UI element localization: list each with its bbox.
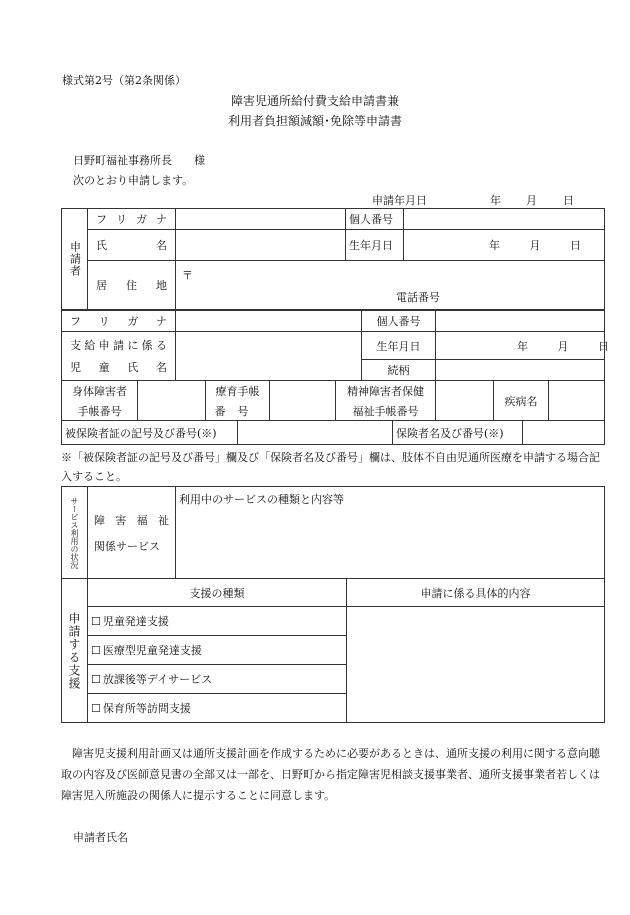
applicant-birth-field[interactable]: 年 月 日 (404, 230, 605, 261)
support-detail-field[interactable] (347, 607, 605, 723)
service-content-caption: 利用中のサービスの種類と内容等 (179, 493, 344, 506)
applicant-address-field[interactable] (176, 261, 605, 310)
spread-text: 氏 名 (96, 239, 167, 252)
handbook-table (61, 380, 605, 421)
service-content-field[interactable] (176, 487, 605, 579)
insurance-note: ※「被保険者証の記号及び番号」欄及び「保険者名及び番号」欄は、肢体不自由児通所医療を申請する場合記入すること。 (61, 451, 600, 483)
ryoiku-handbook-label: 療育手帳 番号 (206, 381, 270, 421)
service-status-section-label: サービス利用の状況 (62, 487, 88, 579)
checkbox-icon[interactable]: ☐ (91, 644, 101, 657)
intro-text: 次のとおり申請します。 (73, 174, 194, 187)
disease-field[interactable] (549, 381, 605, 421)
form-title-line2: 利用者負担額減額･免除等申請書 (227, 114, 402, 128)
applicant-furigana-label (88, 209, 176, 230)
consent-statement: 障害児支援利用計画又は通所支援計画を作成するために必要があるときは、通所支援の利用に関する意向聴取の内容及び医師意見書の全部又は一部を、日野町から指定障害児相談支援事業者、通所支援事業者若しくは障害児入所施設の関係人に提示することに同意します。 (61, 747, 600, 802)
applicant-furigana-field[interactable] (176, 209, 346, 230)
child-name-label (62, 332, 176, 381)
child-furigana-field[interactable] (176, 311, 362, 332)
spread-text: 障 害 福 祉 (94, 513, 169, 527)
support-table (61, 578, 605, 723)
ryoiku-handbook-field[interactable] (270, 381, 336, 421)
support-type-header: 支援の種類 (88, 579, 347, 607)
form-number: 様式第2号（第2条関係） (62, 74, 186, 87)
application-date-label: 申請年月日 (372, 194, 427, 207)
support-item[interactable]: ☐ 医療型児童発達支援 (88, 636, 347, 665)
insured-field[interactable] (238, 421, 393, 445)
application-date-day: 日 (563, 194, 574, 207)
child-mynumber-field[interactable] (436, 311, 605, 332)
support-item[interactable]: ☐ 児童発達支援 (88, 607, 347, 636)
physical-handbook-label: 身体障害者 手帳番号 (62, 381, 138, 421)
applicant-mynumber-field[interactable] (404, 209, 605, 230)
child-furigana-label (62, 311, 176, 332)
checkbox-icon[interactable]: ☐ (91, 673, 101, 686)
checkbox-icon[interactable]: ☐ (91, 615, 101, 628)
disease-label: 疾病名 (494, 381, 549, 421)
mental-handbook-label: 精神障害者保健 福祉手帳番号 (336, 381, 436, 421)
addressee: 日野町福祉事務所長 様 (73, 154, 205, 167)
application-date-year: 年 (490, 194, 501, 207)
checkbox-icon[interactable]: ☐ (91, 702, 101, 715)
support-section-label: 申請する支援 (62, 579, 88, 723)
support-item[interactable]: ☐ 放課後等デイサービス (88, 665, 347, 694)
postal-mark: 〒 (182, 269, 193, 282)
spread-text: フ リ ガ ナ (96, 213, 167, 226)
service-status-table (61, 486, 605, 579)
spread-text: フ リ ガ ナ (70, 315, 167, 328)
child-relation-field[interactable] (436, 360, 605, 381)
insured-label: 被保険者証の記号及び番号(※) (62, 421, 238, 445)
child-name-field[interactable] (176, 332, 362, 381)
applicant-name-label (88, 230, 176, 261)
applicant-birth-label: 生年月日 (346, 230, 404, 261)
physical-handbook-field[interactable] (138, 381, 206, 421)
spread-text: 児 童 氏 名 (70, 361, 167, 374)
applicant-section-label: 申請者 (62, 209, 88, 310)
child-birth-field[interactable]: 年 月 日 (436, 332, 605, 360)
child-mynumber-label: 個人番号 (362, 311, 436, 332)
spread-text: 居 住 地 (96, 279, 167, 292)
child-birth-label: 生年月日 (362, 332, 436, 360)
insurer-label: 保険者名及び番号(※) (393, 421, 523, 445)
signature-label: 申請者氏名 (73, 831, 128, 844)
applicant-table (61, 208, 605, 310)
form-title-line1: 障害児通所給付費支給申請書兼 (230, 94, 399, 108)
applicant-mynumber-label: 個人番号 (346, 209, 404, 230)
applicant-address-label (88, 261, 176, 310)
mental-handbook-field[interactable] (436, 381, 494, 421)
support-detail-header: 申請に係る具体的内容 (347, 579, 605, 607)
applicant-name-field[interactable] (176, 230, 346, 261)
application-date-month: 月 (526, 194, 537, 207)
support-item[interactable]: ☐ 保育所等訪問支援 (88, 694, 347, 723)
insurance-table (61, 420, 605, 445)
insurer-field[interactable] (523, 421, 605, 445)
spread-text: 支 給 申 請 に 係 る (70, 339, 167, 352)
child-relation-label: 続柄 (362, 360, 436, 381)
phone-label: 電話番号 (396, 291, 440, 304)
child-table (61, 310, 609, 381)
welfare-service-label: 障 害 福 祉 関係サービス (88, 487, 176, 579)
